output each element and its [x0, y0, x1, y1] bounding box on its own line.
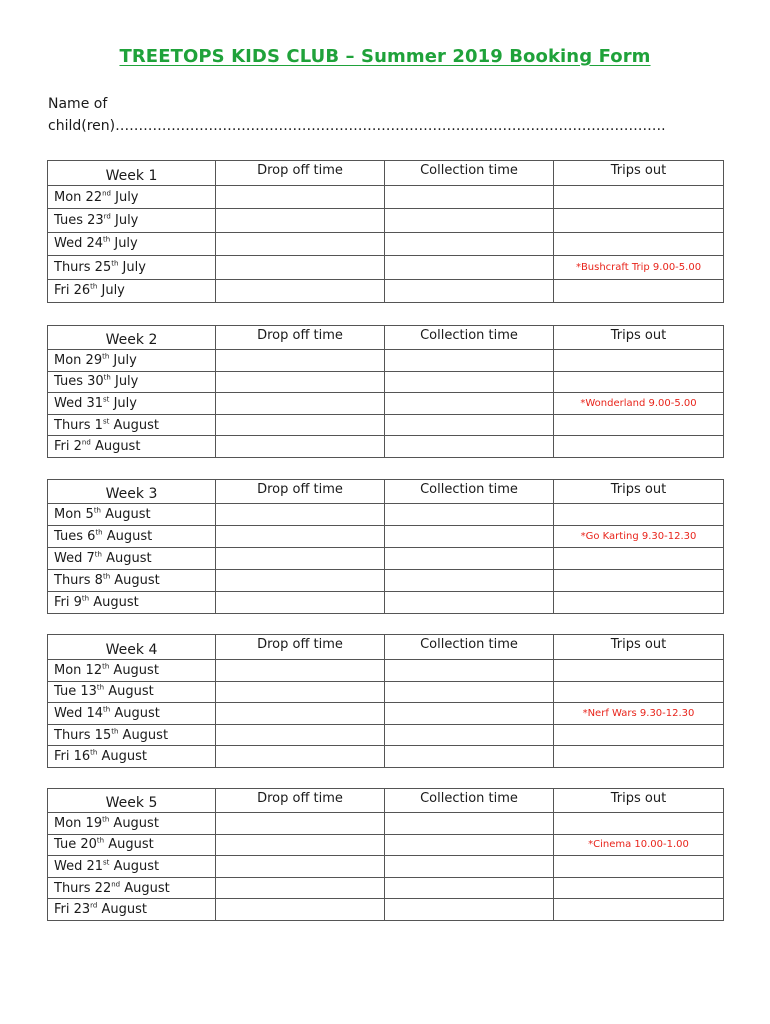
- day-suffix: th: [93, 506, 101, 515]
- trip-cell[interactable]: [554, 681, 724, 703]
- day-suffix: th: [111, 727, 119, 736]
- collection-cell[interactable]: [385, 724, 554, 746]
- trip-cell[interactable]: [554, 186, 724, 209]
- drop-off-cell[interactable]: [216, 186, 385, 209]
- name-label-line2: child(ren): [48, 118, 116, 134]
- trip-cell[interactable]: [554, 592, 724, 614]
- trip-cell[interactable]: *Bushcraft Trip 9.00-5.00: [554, 256, 724, 279]
- day-date: Tues 6: [54, 529, 96, 544]
- collection-cell[interactable]: [385, 877, 554, 899]
- collection-cell[interactable]: [385, 746, 554, 768]
- day-suffix: rd: [90, 901, 98, 910]
- drop-off-cell[interactable]: [216, 256, 385, 279]
- trip-cell[interactable]: [554, 856, 724, 878]
- day-date: Thurs 1: [54, 417, 103, 433]
- drop-off-header: Drop off time: [216, 326, 385, 350]
- day-row: [48, 592, 724, 614]
- name-label-line1: Name of: [48, 96, 108, 112]
- day-suffix: st: [102, 417, 110, 426]
- day-month: August: [114, 573, 160, 588]
- day-suffix: st: [103, 858, 110, 867]
- collection-cell[interactable]: [385, 660, 554, 682]
- trip-cell[interactable]: [554, 746, 724, 768]
- day-label: [48, 660, 216, 682]
- day-label: [48, 232, 216, 255]
- day-month: July: [115, 189, 139, 205]
- collection-header: Collection time: [385, 326, 554, 350]
- collection-cell[interactable]: [385, 436, 554, 458]
- trip-cell[interactable]: [554, 660, 724, 682]
- trips-header: Trips out: [554, 161, 724, 186]
- day-date: Wed 14: [54, 705, 104, 721]
- collection-cell[interactable]: [385, 899, 554, 921]
- week-table: [47, 634, 724, 768]
- day-date: Fri 2: [54, 439, 82, 455]
- day-suffix: nd: [81, 438, 91, 447]
- drop-off-cell[interactable]: [216, 232, 385, 255]
- trip-cell[interactable]: [554, 877, 724, 899]
- drop-off-cell[interactable]: [216, 724, 385, 746]
- collection-cell[interactable]: [385, 350, 554, 372]
- collection-cell[interactable]: [385, 681, 554, 703]
- collection-header: Collection time: [385, 789, 554, 813]
- week-label: Week 5: [48, 789, 216, 813]
- day-row: [48, 186, 724, 209]
- trip-cell[interactable]: *Wonderland 9.00-5.00: [554, 393, 724, 415]
- collection-header: Collection time: [385, 635, 554, 660]
- day-date: Mon 29: [54, 352, 103, 368]
- trips-header: Trips out: [554, 480, 724, 504]
- day-date: Fri 23: [54, 902, 91, 918]
- child-name-field[interactable]: [48, 93, 728, 137]
- drop-off-cell[interactable]: [216, 504, 385, 526]
- day-suffix: th: [95, 528, 103, 537]
- collection-cell[interactable]: [385, 856, 554, 878]
- day-month: August: [101, 749, 147, 765]
- collection-cell[interactable]: [385, 570, 554, 592]
- day-row: [48, 526, 724, 548]
- day-label: [48, 570, 216, 592]
- week-label: Week 1: [48, 161, 216, 186]
- day-date: Wed 31: [54, 395, 104, 411]
- week-label: Week 4: [48, 635, 216, 660]
- drop-off-cell[interactable]: [216, 834, 385, 856]
- day-date: Wed 7: [54, 551, 95, 566]
- trips-header: Trips out: [554, 789, 724, 813]
- day-date: Mon 22: [54, 189, 103, 205]
- week-label: Week 2: [48, 326, 216, 350]
- day-suffix: th: [102, 352, 110, 361]
- drop-off-cell[interactable]: [216, 899, 385, 921]
- day-month: August: [108, 837, 154, 853]
- drop-off-cell[interactable]: [216, 570, 385, 592]
- drop-off-cell[interactable]: [216, 279, 385, 302]
- day-suffix: rd: [103, 212, 111, 221]
- day-label: [48, 899, 216, 921]
- day-date: Thurs 22: [54, 880, 112, 896]
- day-row: [48, 256, 724, 279]
- day-month: August: [108, 684, 154, 700]
- trips-header: Trips out: [554, 635, 724, 660]
- day-suffix: th: [102, 572, 111, 581]
- day-date: Tue 20: [54, 837, 97, 853]
- day-month: August: [113, 662, 159, 678]
- day-month: July: [101, 283, 125, 299]
- week-table: [47, 160, 724, 303]
- trip-cell[interactable]: [554, 548, 724, 570]
- drop-off-cell[interactable]: [216, 660, 385, 682]
- day-row: [48, 660, 724, 682]
- day-month: July: [114, 236, 138, 252]
- day-label: [48, 548, 216, 570]
- day-suffix: th: [90, 748, 98, 757]
- day-label: [48, 371, 216, 393]
- trip-cell[interactable]: [554, 371, 724, 393]
- day-label: [48, 186, 216, 209]
- collection-cell[interactable]: [385, 186, 554, 209]
- collection-cell[interactable]: [385, 414, 554, 436]
- day-suffix: st: [103, 395, 110, 404]
- day-label: [48, 350, 216, 372]
- day-date: Mon 12: [54, 662, 103, 678]
- day-row: [48, 681, 724, 703]
- day-row: [48, 393, 724, 415]
- day-date: Thurs 8: [54, 573, 103, 588]
- day-date: Tue 13: [54, 684, 97, 700]
- day-month: July: [122, 259, 146, 275]
- day-month: August: [101, 902, 148, 918]
- day-month: August: [113, 815, 159, 831]
- day-label: [48, 436, 216, 458]
- day-label: [48, 279, 216, 302]
- drop-off-cell[interactable]: [216, 414, 385, 436]
- drop-off-cell[interactable]: [216, 592, 385, 614]
- day-suffix: th: [103, 236, 111, 245]
- day-row: [48, 350, 724, 372]
- drop-off-cell[interactable]: [216, 393, 385, 415]
- day-date: Fri 16: [54, 749, 91, 765]
- trip-cell[interactable]: [554, 504, 724, 526]
- trips-header: Trips out: [554, 326, 724, 350]
- week-table: [47, 479, 724, 614]
- day-label: [48, 834, 216, 856]
- day-label: [48, 877, 216, 899]
- day-month: July: [113, 395, 137, 411]
- drop-off-cell[interactable]: [216, 813, 385, 835]
- day-month: August: [113, 858, 160, 874]
- day-suffix: th: [102, 662, 110, 671]
- day-row: [48, 209, 724, 232]
- day-suffix: th: [103, 705, 111, 714]
- day-row: [48, 724, 724, 746]
- day-label: [48, 856, 216, 878]
- trip-cell[interactable]: [554, 436, 724, 458]
- collection-cell[interactable]: [385, 703, 554, 725]
- day-row: [48, 834, 724, 856]
- form-title: TREETOPS KIDS CLUB – Summer 2019 Booking Form: [119, 46, 651, 67]
- day-row: [48, 504, 724, 526]
- trip-cell[interactable]: [554, 899, 724, 921]
- day-row: [48, 279, 724, 302]
- collection-cell[interactable]: [385, 813, 554, 835]
- drop-off-cell[interactable]: [216, 350, 385, 372]
- trip-cell[interactable]: [554, 724, 724, 746]
- day-row: [48, 548, 724, 570]
- drop-off-cell[interactable]: [216, 877, 385, 899]
- drop-off-cell[interactable]: [216, 746, 385, 768]
- week-table: [47, 788, 724, 921]
- trip-cell[interactable]: [554, 570, 724, 592]
- drop-off-cell[interactable]: [216, 548, 385, 570]
- trip-cell[interactable]: [554, 279, 724, 302]
- day-month: August: [106, 529, 153, 544]
- day-row: [48, 813, 724, 835]
- day-suffix: nd: [102, 189, 111, 198]
- day-row: [48, 899, 724, 921]
- day-month: August: [106, 551, 152, 566]
- day-suffix: th: [96, 684, 105, 693]
- day-month: August: [105, 507, 151, 522]
- week-table: [47, 325, 724, 458]
- day-row: [48, 703, 724, 725]
- day-label: [48, 256, 216, 279]
- drop-off-header: Drop off time: [216, 789, 385, 813]
- day-row: [48, 436, 724, 458]
- trip-cell[interactable]: [554, 209, 724, 232]
- day-row: [48, 371, 724, 393]
- day-month: August: [122, 727, 169, 743]
- trip-cell[interactable]: *Nerf Wars 9.30-12.30: [554, 703, 724, 725]
- day-label: [48, 703, 216, 725]
- day-row: [48, 877, 724, 899]
- day-date: Mon 19: [54, 815, 103, 831]
- day-date: Thurs 15: [54, 727, 112, 743]
- day-date: Tues 23: [54, 213, 104, 229]
- collection-cell[interactable]: [385, 834, 554, 856]
- day-label: [48, 526, 216, 548]
- day-label: [48, 504, 216, 526]
- collection-cell[interactable]: [385, 279, 554, 302]
- collection-cell[interactable]: [385, 393, 554, 415]
- collection-cell[interactable]: [385, 256, 554, 279]
- drop-off-header: Drop off time: [216, 635, 385, 660]
- collection-cell[interactable]: [385, 548, 554, 570]
- day-label: [48, 592, 216, 614]
- day-month: July: [114, 374, 139, 390]
- name-dotted-line: ……………………………………………………………………………………………………….: [115, 118, 666, 134]
- drop-off-header: Drop off time: [216, 161, 385, 186]
- trip-cell[interactable]: [554, 232, 724, 255]
- day-label: [48, 813, 216, 835]
- trip-cell[interactable]: *Cinema 10.00-1.00: [554, 834, 724, 856]
- day-suffix: th: [94, 550, 102, 559]
- day-row: [48, 232, 724, 255]
- trip-cell[interactable]: [554, 350, 724, 372]
- collection-cell[interactable]: [385, 209, 554, 232]
- drop-off-cell[interactable]: [216, 209, 385, 232]
- day-label: [48, 746, 216, 768]
- collection-cell[interactable]: [385, 232, 554, 255]
- day-date: Wed 24: [54, 236, 104, 252]
- day-label: [48, 724, 216, 746]
- day-month: August: [94, 439, 141, 455]
- day-date: Tues 30: [54, 374, 104, 390]
- day-row: [48, 856, 724, 878]
- trip-cell[interactable]: [554, 813, 724, 835]
- day-month: August: [113, 417, 159, 433]
- day-label: [48, 209, 216, 232]
- day-month: August: [93, 595, 139, 610]
- drop-off-cell[interactable]: [216, 681, 385, 703]
- day-month: July: [113, 352, 137, 368]
- drop-off-cell[interactable]: [216, 371, 385, 393]
- day-date: Wed 21: [54, 858, 104, 874]
- collection-cell[interactable]: [385, 592, 554, 614]
- drop-off-cell[interactable]: [216, 703, 385, 725]
- collection-cell[interactable]: [385, 371, 554, 393]
- drop-off-cell[interactable]: [216, 526, 385, 548]
- day-date: Mon 5: [54, 507, 94, 522]
- day-suffix: th: [90, 282, 98, 291]
- trip-cell[interactable]: *Go Karting 9.30-12.30: [554, 526, 724, 548]
- collection-header: Collection time: [385, 480, 554, 504]
- day-row: [48, 746, 724, 768]
- day-suffix: th: [81, 594, 90, 603]
- day-row: [48, 414, 724, 436]
- day-label: [48, 414, 216, 436]
- day-suffix: th: [96, 837, 105, 846]
- drop-off-cell[interactable]: [216, 856, 385, 878]
- collection-cell[interactable]: [385, 504, 554, 526]
- day-row: [48, 570, 724, 592]
- day-month: August: [124, 880, 170, 896]
- day-suffix: nd: [111, 880, 121, 889]
- week-label: Week 3: [48, 480, 216, 504]
- day-suffix: th: [103, 374, 111, 383]
- drop-off-cell[interactable]: [216, 436, 385, 458]
- day-date: Fri 9: [54, 595, 82, 610]
- day-label: [48, 393, 216, 415]
- day-month: July: [115, 213, 139, 229]
- day-suffix: th: [102, 815, 110, 824]
- trip-cell[interactable]: [554, 414, 724, 436]
- day-month: August: [114, 705, 160, 721]
- collection-header: Collection time: [385, 161, 554, 186]
- day-label: [48, 681, 216, 703]
- drop-off-header: Drop off time: [216, 480, 385, 504]
- collection-cell[interactable]: [385, 526, 554, 548]
- day-date: Thurs 25: [54, 259, 112, 275]
- day-date: Fri 26: [54, 283, 91, 299]
- day-suffix: th: [111, 259, 119, 268]
